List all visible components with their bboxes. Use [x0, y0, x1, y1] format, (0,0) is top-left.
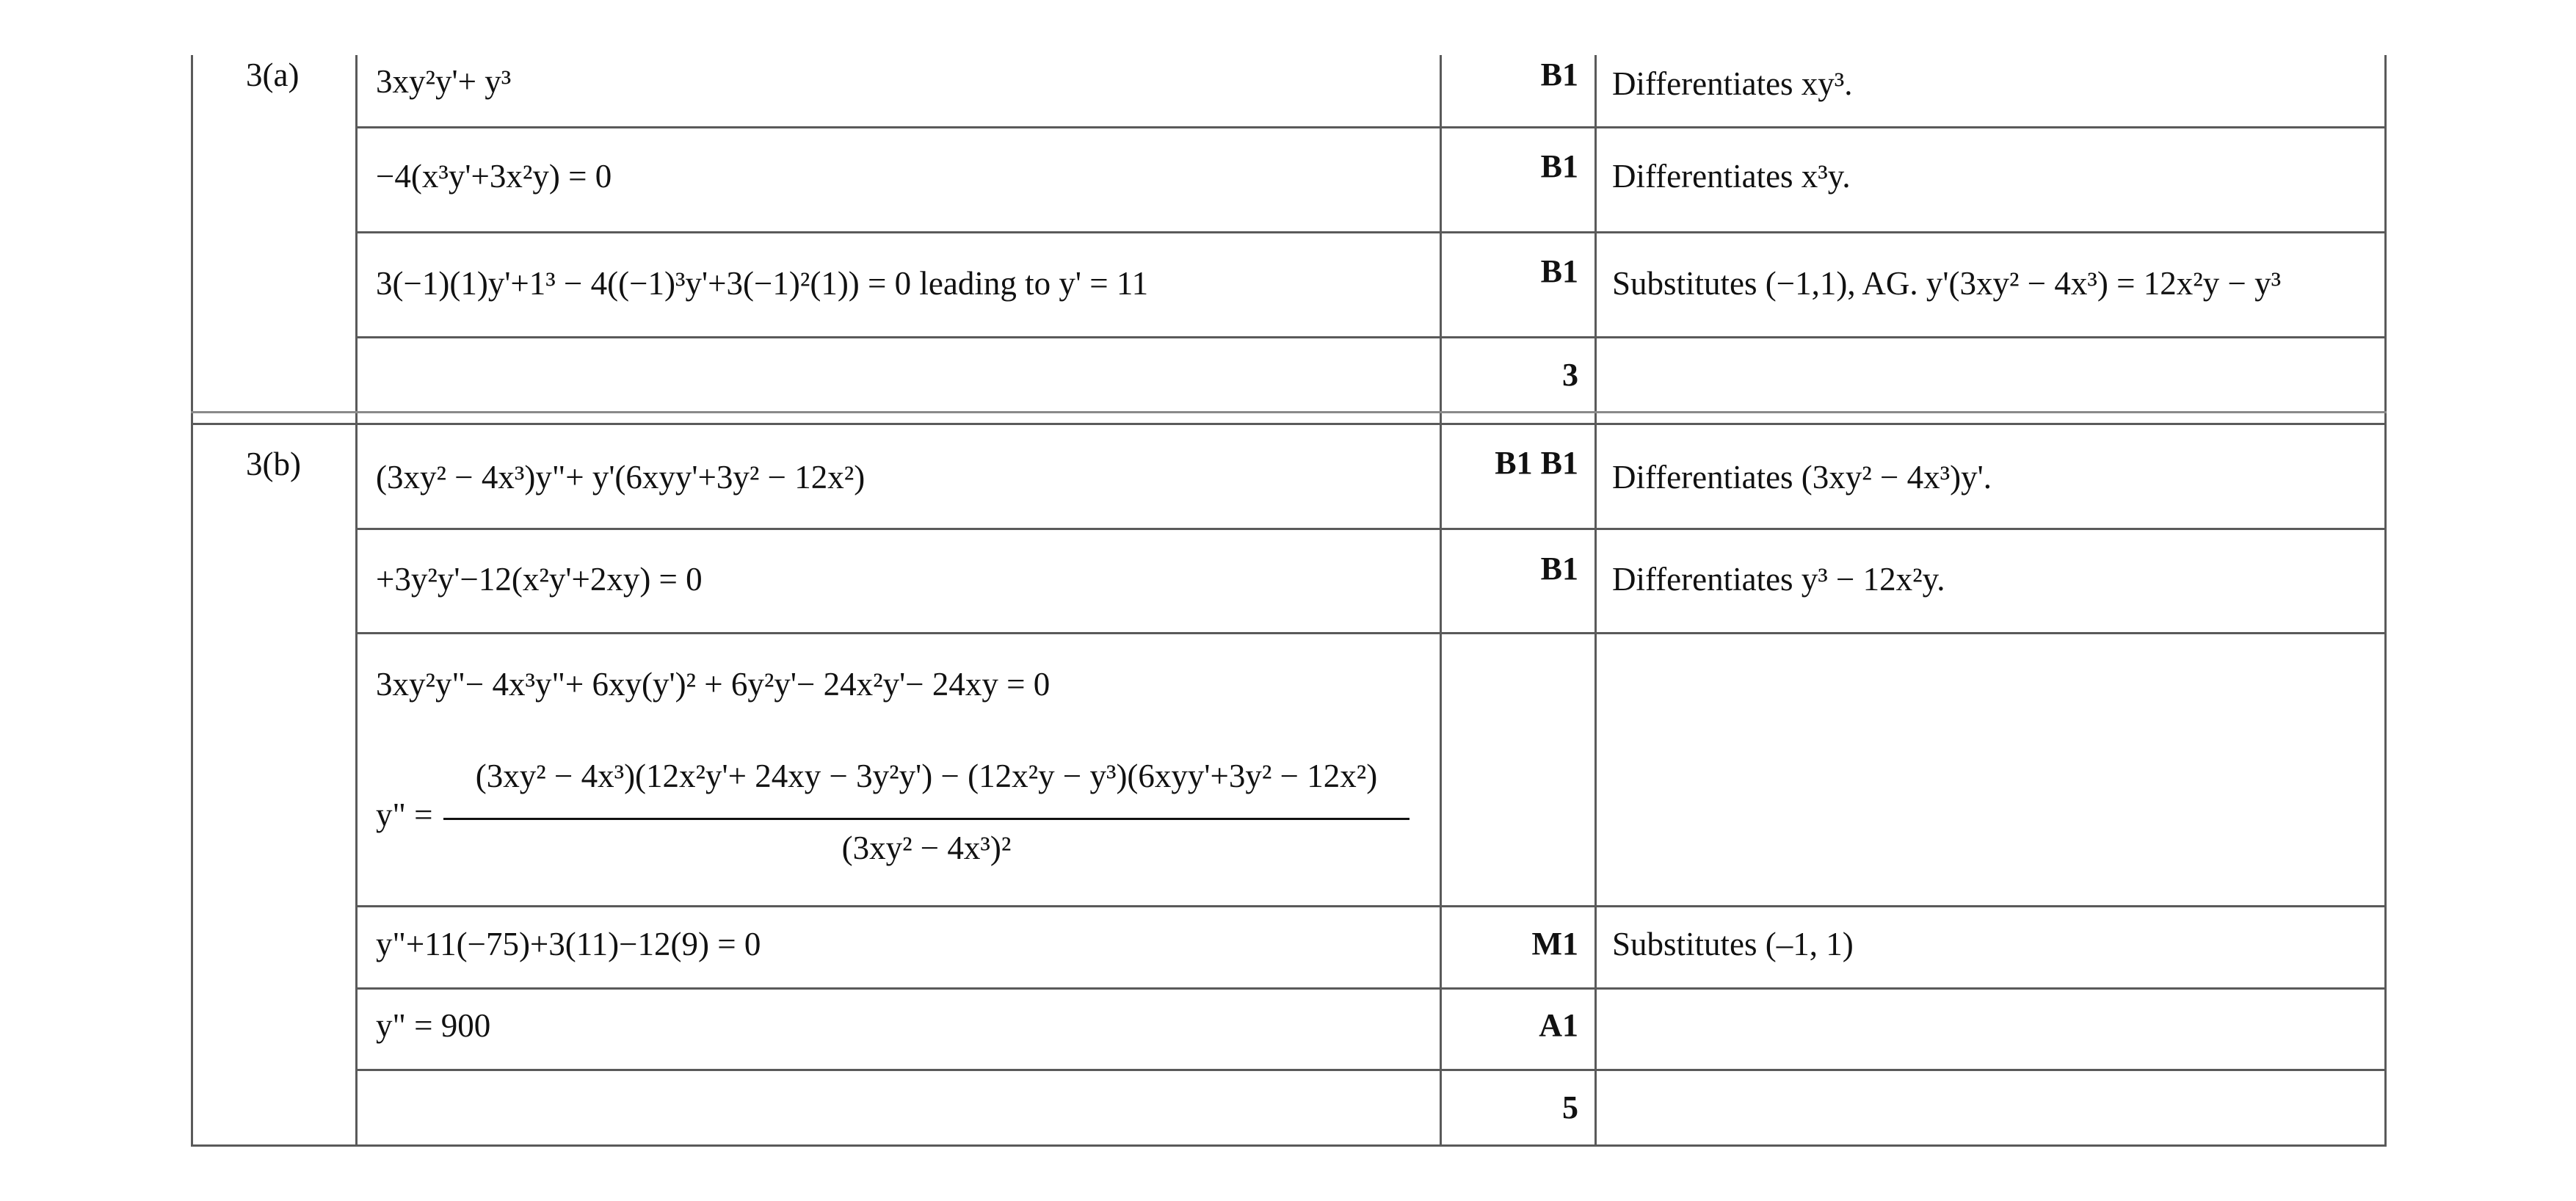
mark-award: B1: [1540, 253, 1578, 289]
question-number: 3(b): [246, 446, 301, 482]
row-divider: [355, 632, 2387, 634]
examiner-comment: Differentiates (3xy² − 4x³)y'.: [1612, 459, 1992, 496]
working-line: −4(x³y'+3x²y) = 0: [376, 158, 612, 195]
row-divider: [355, 1069, 2387, 1071]
examiner-comment: Substitutes (–1, 1): [1612, 926, 1854, 962]
mark-award: M1: [1531, 926, 1578, 962]
working-line: +3y²y'−12(x²y'+2xy) = 0: [376, 561, 703, 598]
examiner-comment: Differentiates xy³.: [1612, 65, 1853, 102]
question-number: 3(a): [246, 57, 300, 93]
fraction-numerator: (3xy² − 4x³)(12x²y'+ 24xy − 3y²y') − (12x²y − y³)(6xyy'+3y² − 12x²): [475, 758, 1378, 794]
mark-column-divider: [1594, 55, 1597, 1147]
bottom-border: [191, 1144, 2387, 1147]
left-border: [191, 55, 193, 1147]
fraction: [443, 756, 1409, 888]
working-line: y"+11(−75)+3(11)−12(9) = 0: [376, 926, 761, 962]
fraction-bar: [443, 818, 1409, 820]
working-line: 3xy²y"− 4x³y"+ 6xy(y')² + 6y²y'− 24x²y'− 24xy = 0: [376, 666, 1051, 703]
working-line: y" = 900: [376, 1007, 491, 1044]
right-border: [2384, 55, 2387, 1147]
row-divider: [355, 905, 2387, 907]
section-separator-top: [191, 411, 2387, 413]
fraction-denominator: (3xy² − 4x³)²: [841, 830, 1012, 866]
mark-award: B1 B1: [1495, 445, 1578, 481]
row-divider: [355, 231, 2387, 233]
part-total: 3: [1562, 357, 1578, 393]
row-divider: [355, 336, 2387, 338]
question-column-divider: [355, 55, 358, 1147]
row-divider: [355, 987, 2387, 990]
row-divider: [355, 126, 2387, 128]
mark-award: A1: [1539, 1007, 1578, 1043]
row-divider: [355, 528, 2387, 530]
working-column-divider: [1440, 55, 1442, 1147]
examiner-comment: Differentiates x³y.: [1612, 158, 1851, 195]
mark-award: B1: [1540, 57, 1578, 92]
fraction-lhs: y" =: [376, 797, 433, 833]
mark-award: B1: [1540, 551, 1578, 587]
part-total: 5: [1562, 1089, 1578, 1125]
examiner-comment: Substitutes (−1,1), AG. y'(3xy² − 4x³) = 12x²y − y³: [1612, 265, 2282, 302]
examiner-comment: Differentiates y³ − 12x²y.: [1612, 561, 1945, 598]
working-line: 3xy²y'+ y³: [376, 63, 512, 100]
working-line: (3xy² − 4x³)y"+ y'(6xyy'+3y² − 12x²): [376, 459, 866, 496]
working-line: 3(−1)(1)y'+1³ − 4((−1)³y'+3(−1)²(1)) = 0 leading to y' = 11: [376, 265, 1149, 302]
mark-award: B1: [1540, 148, 1578, 184]
section-separator-bottom: [191, 423, 2387, 425]
